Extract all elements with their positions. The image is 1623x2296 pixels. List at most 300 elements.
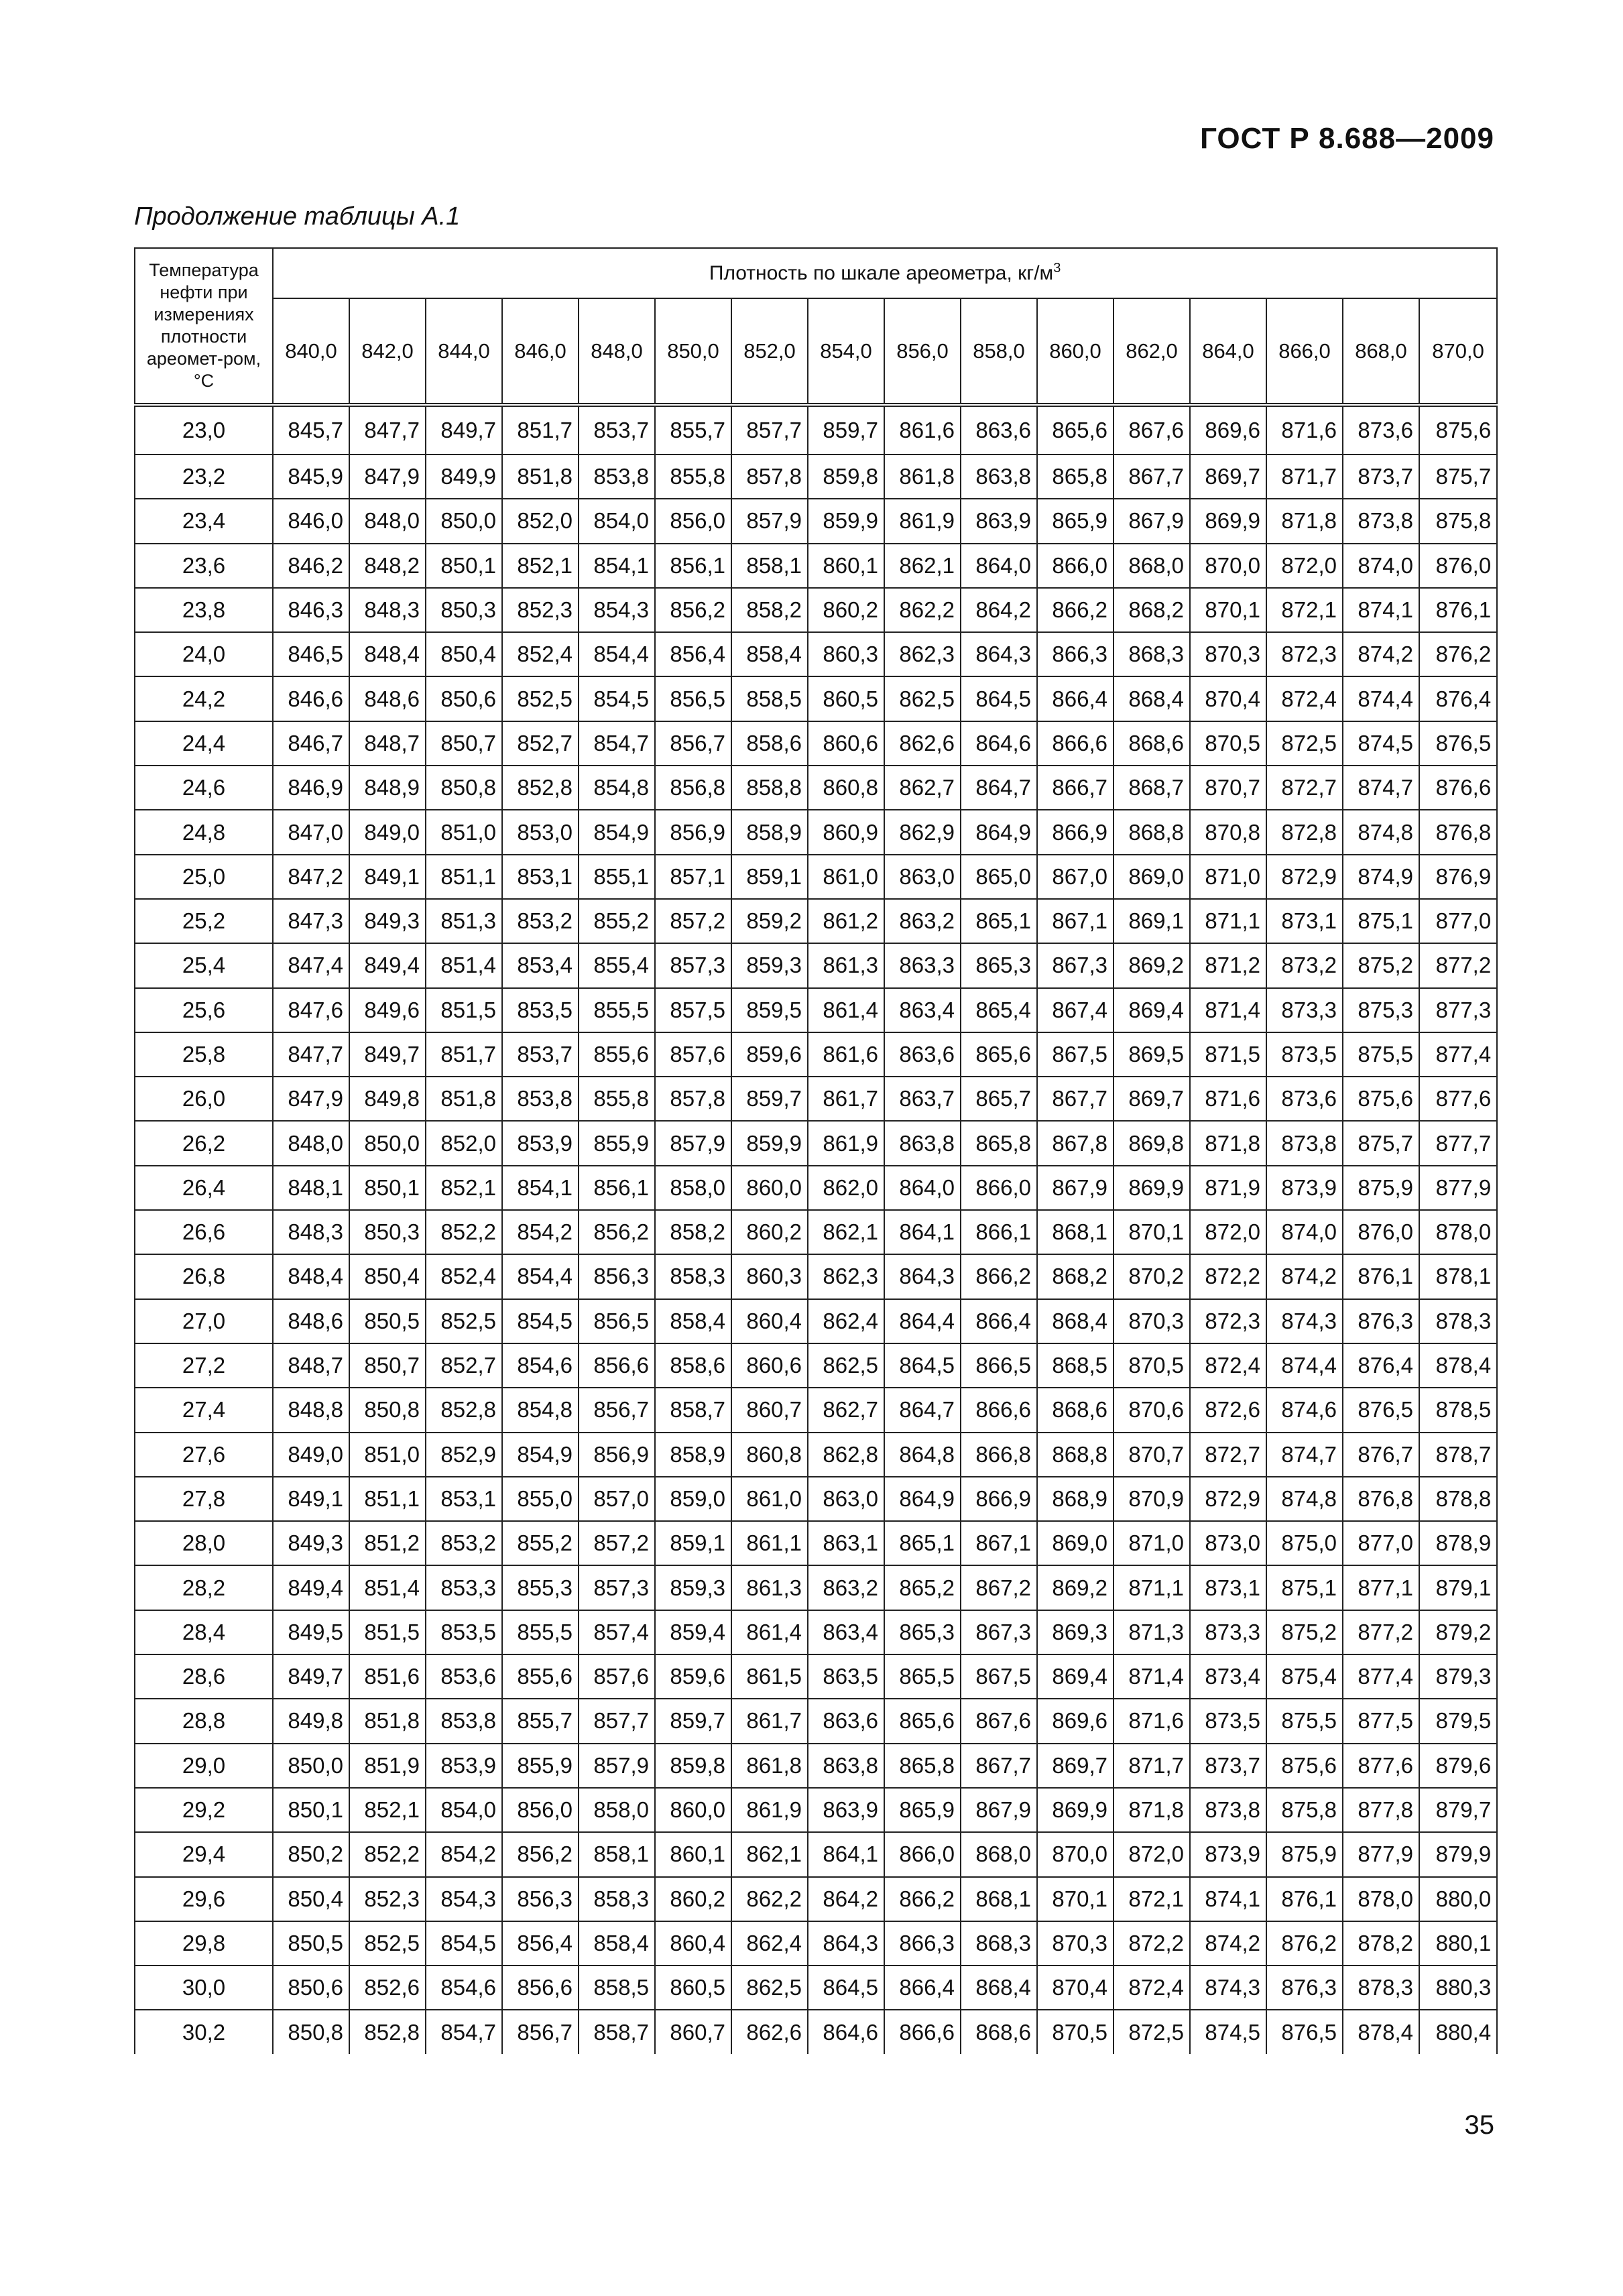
density-value-cell: 859,7: [808, 405, 884, 455]
density-value-cell: 873,6: [1266, 1077, 1343, 1121]
density-value-cell: 860,8: [808, 766, 884, 810]
temperature-cell: 25,8: [135, 1032, 273, 1077]
density-value-cell: 879,2: [1419, 1610, 1497, 1654]
density-value-cell: 854,8: [579, 766, 655, 810]
density-value-cell: 849,4: [349, 943, 426, 987]
density-value-cell: 867,8: [1037, 1121, 1114, 1165]
density-value-cell: 877,4: [1343, 1654, 1419, 1699]
density-value-cell: 866,4: [884, 1966, 961, 2010]
density-value-cell: 846,5: [273, 632, 349, 676]
density-value-cell: 849,8: [273, 1699, 349, 1743]
density-value-cell: 864,7: [961, 766, 1037, 810]
density-value-cell: 867,1: [961, 1521, 1037, 1565]
density-value-cell: 871,1: [1114, 1565, 1190, 1610]
density-value-cell: 855,9: [502, 1744, 579, 1788]
table-row: [135, 810, 1497, 854]
density-value-cell: 864,1: [884, 1210, 961, 1254]
density-value-cell: 873,1: [1190, 1565, 1266, 1610]
table-row: [135, 1832, 1497, 1876]
density-value-cell: 867,7: [1037, 1077, 1114, 1121]
density-value-cell: 856,7: [579, 1388, 655, 1432]
density-value-cell: 848,0: [273, 1121, 349, 1165]
density-value-cell: 857,1: [655, 855, 731, 899]
density-value-cell: 871,7: [1266, 455, 1343, 499]
density-value-cell: 850,3: [349, 1210, 426, 1254]
density-value-cell: 869,7: [1114, 1077, 1190, 1121]
density-value-cell: 880,0: [1419, 1877, 1497, 1921]
density-value-cell: 856,8: [655, 766, 731, 810]
density-value-cell: 865,5: [884, 1654, 961, 1699]
table-row: [135, 1521, 1497, 1565]
density-value-cell: 868,2: [1037, 1254, 1114, 1298]
density-value-cell: 848,2: [349, 544, 426, 588]
temperature-cell: 24,0: [135, 632, 273, 676]
density-value-cell: 860,5: [808, 676, 884, 721]
density-value-cell: 850,6: [426, 676, 502, 721]
density-value-cell: 855,7: [655, 405, 731, 455]
density-value-cell: 847,0: [273, 810, 349, 854]
density-value-cell: 861,6: [808, 1032, 884, 1077]
density-value-cell: 851,4: [349, 1565, 426, 1610]
density-value-cell: 871,9: [1190, 1166, 1266, 1210]
density-value-cell: 851,1: [426, 855, 502, 899]
density-value-cell: 865,6: [1037, 405, 1114, 455]
density-value-cell: 846,9: [273, 766, 349, 810]
density-value-cell: 853,7: [579, 405, 655, 455]
density-value-cell: 857,7: [579, 1699, 655, 1743]
density-value-cell: 861,9: [731, 1788, 808, 1832]
density-value-cell: 872,0: [1266, 544, 1343, 588]
density-value-cell: 866,2: [1037, 588, 1114, 632]
temperature-cell: 24,8: [135, 810, 273, 854]
density-value-cell: 857,6: [655, 1032, 731, 1077]
density-value-cell: 875,6: [1343, 1077, 1419, 1121]
density-value-cell: 874,2: [1343, 632, 1419, 676]
density-value-cell: 860,2: [731, 1210, 808, 1254]
density-value-cell: 852,2: [426, 1210, 502, 1254]
density-value-cell: 871,4: [1114, 1654, 1190, 1699]
density-value-cell: 870,0: [1037, 1832, 1114, 1876]
density-value-cell: 849,8: [349, 1077, 426, 1121]
density-value-cell: 856,0: [502, 1788, 579, 1832]
density-value-cell: 872,0: [1114, 1832, 1190, 1876]
density-value-cell: 854,9: [579, 810, 655, 854]
density-value-cell: 850,7: [426, 721, 502, 766]
density-value-cell: 861,3: [731, 1565, 808, 1610]
density-value-cell: 847,6: [273, 988, 349, 1032]
density-value-cell: 855,6: [579, 1032, 655, 1077]
table-row: [135, 676, 1497, 721]
density-value-cell: 856,3: [579, 1254, 655, 1298]
density-value-cell: 869,7: [1190, 455, 1266, 499]
density-value-cell: 866,5: [961, 1343, 1037, 1388]
density-value-cell: 854,6: [502, 1343, 579, 1388]
density-value-cell: 850,7: [349, 1343, 426, 1388]
density-value-cell: 877,1: [1343, 1565, 1419, 1610]
density-value-cell: 872,3: [1266, 632, 1343, 676]
density-value-cell: 876,6: [1419, 766, 1497, 810]
density-value-cell: 862,7: [808, 1388, 884, 1432]
density-value-cell: 868,4: [961, 1966, 1037, 2010]
table-row: [135, 1877, 1497, 1921]
density-value-cell: 872,1: [1114, 1877, 1190, 1921]
table-row: [135, 1654, 1497, 1699]
density-value-cell: 848,7: [273, 1343, 349, 1388]
density-value-cell: 870,7: [1114, 1433, 1190, 1477]
density-value-cell: 864,3: [808, 1921, 884, 1966]
density-value-cell: 860,6: [731, 1343, 808, 1388]
table-row: [135, 855, 1497, 899]
density-value-cell: 864,5: [884, 1343, 961, 1388]
density-value-cell: 872,4: [1114, 1966, 1190, 2010]
temperature-cell: 28,2: [135, 1565, 273, 1610]
density-value-cell: 873,3: [1190, 1610, 1266, 1654]
density-value-cell: 861,7: [808, 1077, 884, 1121]
temperature-cell: 23,0: [135, 405, 273, 455]
density-value-cell: 868,1: [1037, 1210, 1114, 1254]
temperature-cell: 24,4: [135, 721, 273, 766]
density-value-cell: 846,0: [273, 499, 349, 543]
density-value-cell: 852,3: [502, 588, 579, 632]
density-value-cell: 868,8: [1037, 1433, 1114, 1477]
table-row: [135, 721, 1497, 766]
density-value-cell: 870,9: [1114, 1477, 1190, 1521]
density-value-cell: 856,2: [502, 1832, 579, 1876]
density-header-label: Плотность по шкале ареометра, кг/м: [709, 261, 1054, 284]
temperature-cell: 29,6: [135, 1877, 273, 1921]
density-value-cell: 855,5: [579, 988, 655, 1032]
density-value-cell: 870,5: [1114, 1343, 1190, 1388]
density-value-cell: 876,8: [1343, 1477, 1419, 1521]
density-value-cell: 869,2: [1114, 943, 1190, 987]
temperature-column-header: [135, 248, 273, 405]
table-row: [135, 1610, 1497, 1654]
density-value-cell: 878,5: [1419, 1388, 1497, 1432]
density-value-cell: 879,6: [1419, 1744, 1497, 1788]
density-value-cell: 864,2: [961, 588, 1037, 632]
density-value-cell: 862,2: [731, 1877, 808, 1921]
density-value-cell: 877,8: [1343, 1788, 1419, 1832]
density-value-cell: 874,7: [1343, 766, 1419, 810]
density-value-cell: 877,6: [1343, 1744, 1419, 1788]
density-value-cell: 862,2: [884, 588, 961, 632]
density-value-cell: 872,7: [1266, 766, 1343, 810]
density-value-cell: 852,4: [502, 632, 579, 676]
density-value-cell: 878,3: [1419, 1299, 1497, 1343]
density-value-cell: 859,9: [808, 499, 884, 543]
density-value-cell: 860,1: [655, 1832, 731, 1876]
density-value-cell: 860,1: [808, 544, 884, 588]
density-value-cell: 856,5: [655, 676, 731, 721]
density-value-cell: 876,5: [1266, 2010, 1343, 2053]
density-value-cell: 852,4: [426, 1254, 502, 1298]
density-value-cell: 871,3: [1114, 1610, 1190, 1654]
density-value-cell: 853,3: [426, 1565, 502, 1610]
density-value-cell: 871,5: [1190, 1032, 1266, 1077]
temperature-cell: 25,2: [135, 899, 273, 943]
density-value-cell: 847,7: [273, 1032, 349, 1077]
density-value-cell: 861,1: [731, 1521, 808, 1565]
table-row: [135, 1166, 1497, 1210]
density-value-cell: 870,3: [1037, 1921, 1114, 1966]
density-value-cell: 876,1: [1343, 1254, 1419, 1298]
density-value-cell: 870,2: [1114, 1254, 1190, 1298]
density-value-cell: 874,8: [1266, 1477, 1343, 1521]
density-value-cell: 865,6: [961, 1032, 1037, 1077]
density-value-cell: 848,6: [273, 1299, 349, 1343]
density-value-cell: 849,5: [273, 1610, 349, 1654]
density-value-cell: 863,8: [808, 1744, 884, 1788]
density-column-header: 868,0: [1343, 298, 1419, 405]
density-value-cell: 865,1: [884, 1521, 961, 1565]
density-value-cell: 875,2: [1343, 943, 1419, 987]
density-value-cell: 875,1: [1343, 899, 1419, 943]
density-value-cell: 857,8: [655, 1077, 731, 1121]
density-value-cell: 877,7: [1419, 1121, 1497, 1165]
density-value-cell: 856,5: [579, 1299, 655, 1343]
density-value-cell: 866,2: [884, 1877, 961, 1921]
density-value-cell: 853,8: [426, 1699, 502, 1743]
density-value-cell: 870,4: [1037, 1966, 1114, 2010]
density-value-cell: 851,2: [349, 1521, 426, 1565]
density-value-cell: 848,4: [349, 632, 426, 676]
density-value-cell: 852,3: [349, 1877, 426, 1921]
density-value-cell: 866,2: [961, 1254, 1037, 1298]
density-value-cell: 850,0: [426, 499, 502, 543]
density-value-cell: 860,3: [808, 632, 884, 676]
density-value-cell: 880,1: [1419, 1921, 1497, 1966]
density-column-header: 856,0: [884, 298, 961, 405]
density-value-cell: 870,3: [1190, 632, 1266, 676]
density-value-cell: 877,5: [1343, 1699, 1419, 1743]
density-value-cell: 860,7: [655, 2010, 731, 2053]
density-value-cell: 855,4: [579, 943, 655, 987]
table-row: [135, 588, 1497, 632]
density-value-cell: 874,2: [1190, 1921, 1266, 1966]
density-value-cell: 871,2: [1190, 943, 1266, 987]
density-value-cell: 867,0: [1037, 855, 1114, 899]
density-value-cell: 854,7: [579, 721, 655, 766]
density-value-cell: 861,4: [808, 988, 884, 1032]
density-value-cell: 848,8: [273, 1388, 349, 1432]
density-value-cell: 861,8: [884, 455, 961, 499]
density-value-cell: 862,8: [808, 1433, 884, 1477]
density-value-cell: 880,3: [1419, 1966, 1497, 2010]
density-value-cell: 850,1: [426, 544, 502, 588]
table-row: [135, 943, 1497, 987]
density-value-cell: 877,3: [1419, 988, 1497, 1032]
table-row: [135, 1433, 1497, 1477]
density-value-cell: 864,3: [884, 1254, 961, 1298]
density-value-cell: 850,4: [426, 632, 502, 676]
table-caption: Продолжение таблицы А.1: [134, 202, 461, 231]
density-value-cell: 876,4: [1419, 676, 1497, 721]
density-value-cell: 861,5: [731, 1654, 808, 1699]
density-value-cell: 852,0: [426, 1121, 502, 1165]
density-value-cell: 857,4: [579, 1610, 655, 1654]
density-value-cell: 862,7: [884, 766, 961, 810]
temperature-cell: 25,0: [135, 855, 273, 899]
density-value-cell: 851,0: [349, 1433, 426, 1477]
density-value-cell: 864,2: [808, 1877, 884, 1921]
density-value-cell: 871,6: [1114, 1699, 1190, 1743]
density-value-cell: 869,4: [1037, 1654, 1114, 1699]
density-value-cell: 853,9: [426, 1744, 502, 1788]
density-value-cell: 865,3: [961, 943, 1037, 987]
density-value-cell: 869,9: [1190, 499, 1266, 543]
table-row: [135, 766, 1497, 810]
density-value-cell: 856,4: [655, 632, 731, 676]
density-value-cell: 875,6: [1419, 405, 1497, 455]
density-value-cell: 871,8: [1266, 499, 1343, 543]
density-value-cell: 857,9: [655, 1121, 731, 1165]
density-value-cell: 854,1: [502, 1166, 579, 1210]
density-value-cell: 854,4: [579, 632, 655, 676]
density-value-cell: 865,1: [961, 899, 1037, 943]
density-value-cell: 854,4: [502, 1254, 579, 1298]
density-value-cell: 856,9: [655, 810, 731, 854]
density-value-cell: 852,9: [426, 1433, 502, 1477]
page-number: 35: [1464, 2110, 1494, 2140]
density-value-cell: 851,0: [426, 810, 502, 854]
temperature-cell: 29,4: [135, 1832, 273, 1876]
density-value-cell: 855,5: [502, 1610, 579, 1654]
density-value-cell: 854,9: [502, 1433, 579, 1477]
temperature-cell: 30,0: [135, 1966, 273, 2010]
table-row: [135, 544, 1497, 588]
density-value-cell: 849,3: [349, 899, 426, 943]
density-value-cell: 857,9: [731, 499, 808, 543]
density-value-cell: 868,1: [961, 1877, 1037, 1921]
density-value-cell: 865,8: [961, 1121, 1037, 1165]
density-value-cell: 868,0: [1114, 544, 1190, 588]
density-value-cell: 866,7: [1037, 766, 1114, 810]
density-value-cell: 852,1: [502, 544, 579, 588]
density-value-cell: 856,1: [655, 544, 731, 588]
density-value-cell: 874,5: [1190, 2010, 1266, 2053]
density-value-cell: 856,6: [579, 1343, 655, 1388]
density-value-cell: 878,0: [1343, 1877, 1419, 1921]
density-value-cell: 877,4: [1419, 1032, 1497, 1077]
density-value-cell: 876,8: [1419, 810, 1497, 854]
density-value-cell: 873,7: [1190, 1744, 1266, 1788]
density-value-cell: 852,5: [349, 1921, 426, 1966]
density-value-cell: 856,7: [655, 721, 731, 766]
density-value-cell: 855,8: [579, 1077, 655, 1121]
density-value-cell: 870,8: [1190, 810, 1266, 854]
density-value-cell: 867,4: [1037, 988, 1114, 1032]
density-value-cell: 873,4: [1190, 1654, 1266, 1699]
density-value-cell: 847,3: [273, 899, 349, 943]
density-value-cell: 854,2: [502, 1210, 579, 1254]
density-value-cell: 849,1: [349, 855, 426, 899]
temperature-cell: 26,0: [135, 1077, 273, 1121]
density-value-cell: 874,2: [1266, 1254, 1343, 1298]
density-value-cell: 862,5: [808, 1343, 884, 1388]
density-value-cell: 845,9: [273, 455, 349, 499]
density-value-cell: 864,5: [808, 1966, 884, 2010]
density-value-cell: 863,6: [961, 405, 1037, 455]
density-value-cell: 876,7: [1343, 1433, 1419, 1477]
density-value-cell: 850,3: [426, 588, 502, 632]
density-value-cell: 849,7: [273, 1654, 349, 1699]
density-value-cell: 857,9: [579, 1744, 655, 1788]
density-value-cell: 852,8: [502, 766, 579, 810]
density-value-cell: 872,3: [1190, 1299, 1266, 1343]
density-value-cell: 849,3: [273, 1521, 349, 1565]
temperature-cell: 27,2: [135, 1343, 273, 1388]
density-value-cell: 851,1: [349, 1477, 426, 1521]
density-value-cell: 872,5: [1266, 721, 1343, 766]
density-value-cell: 858,3: [655, 1254, 731, 1298]
density-value-cell: 870,5: [1190, 721, 1266, 766]
density-value-cell: 873,0: [1190, 1521, 1266, 1565]
density-column-header: 854,0: [808, 298, 884, 405]
density-value-cell: 867,3: [961, 1610, 1037, 1654]
density-value-cell: 858,1: [579, 1832, 655, 1876]
density-value-cell: 870,4: [1190, 676, 1266, 721]
density-value-cell: 877,6: [1419, 1077, 1497, 1121]
density-value-cell: 878,1: [1419, 1254, 1497, 1298]
density-value-cell: 851,3: [426, 899, 502, 943]
density-value-cell: 853,4: [502, 943, 579, 987]
density-value-cell: 876,1: [1419, 588, 1497, 632]
density-value-cell: 858,8: [731, 766, 808, 810]
density-value-cell: 873,5: [1190, 1699, 1266, 1743]
density-value-cell: 858,6: [731, 721, 808, 766]
density-value-cell: 863,8: [961, 455, 1037, 499]
density-value-cell: 850,8: [349, 1388, 426, 1432]
density-value-cell: 872,7: [1190, 1433, 1266, 1477]
density-value-cell: 853,5: [426, 1610, 502, 1654]
density-value-cell: 860,9: [808, 810, 884, 854]
density-value-cell: 855,8: [655, 455, 731, 499]
density-value-cell: 873,8: [1266, 1121, 1343, 1165]
density-value-cell: 868,6: [961, 2010, 1037, 2053]
density-value-cell: 878,9: [1419, 1521, 1497, 1565]
density-value-cell: 872,4: [1266, 676, 1343, 721]
density-value-cell: 867,5: [1037, 1032, 1114, 1077]
density-value-cell: 879,5: [1419, 1699, 1497, 1743]
density-value-cell: 852,7: [502, 721, 579, 766]
density-value-cell: 851,4: [426, 943, 502, 987]
density-value-cell: 868,4: [1037, 1299, 1114, 1343]
density-value-cell: 871,0: [1190, 855, 1266, 899]
density-value-cell: 858,4: [731, 632, 808, 676]
density-value-cell: 861,9: [884, 499, 961, 543]
density-value-cell: 880,4: [1419, 2010, 1497, 2053]
density-value-cell: 849,0: [273, 1433, 349, 1477]
density-value-cell: 857,0: [579, 1477, 655, 1521]
density-value-cell: 856,9: [579, 1433, 655, 1477]
density-column-header: 844,0: [426, 298, 502, 405]
density-value-cell: 856,2: [579, 1210, 655, 1254]
density-value-cell: 877,0: [1343, 1521, 1419, 1565]
density-value-cell: 863,7: [884, 1077, 961, 1121]
density-value-cell: 861,0: [731, 1477, 808, 1521]
density-value-cell: 852,8: [349, 2010, 426, 2053]
density-value-cell: 851,9: [349, 1744, 426, 1788]
density-value-cell: 869,8: [1114, 1121, 1190, 1165]
density-value-cell: 853,8: [502, 1077, 579, 1121]
density-value-cell: 867,9: [1114, 499, 1190, 543]
temperature-cell: 27,4: [135, 1388, 273, 1432]
density-value-cell: 852,7: [426, 1343, 502, 1388]
density-value-cell: 869,9: [1114, 1166, 1190, 1210]
density-value-cell: 868,0: [961, 1832, 1037, 1876]
density-value-cell: 857,3: [655, 943, 731, 987]
density-value-cell: 876,5: [1343, 1388, 1419, 1432]
